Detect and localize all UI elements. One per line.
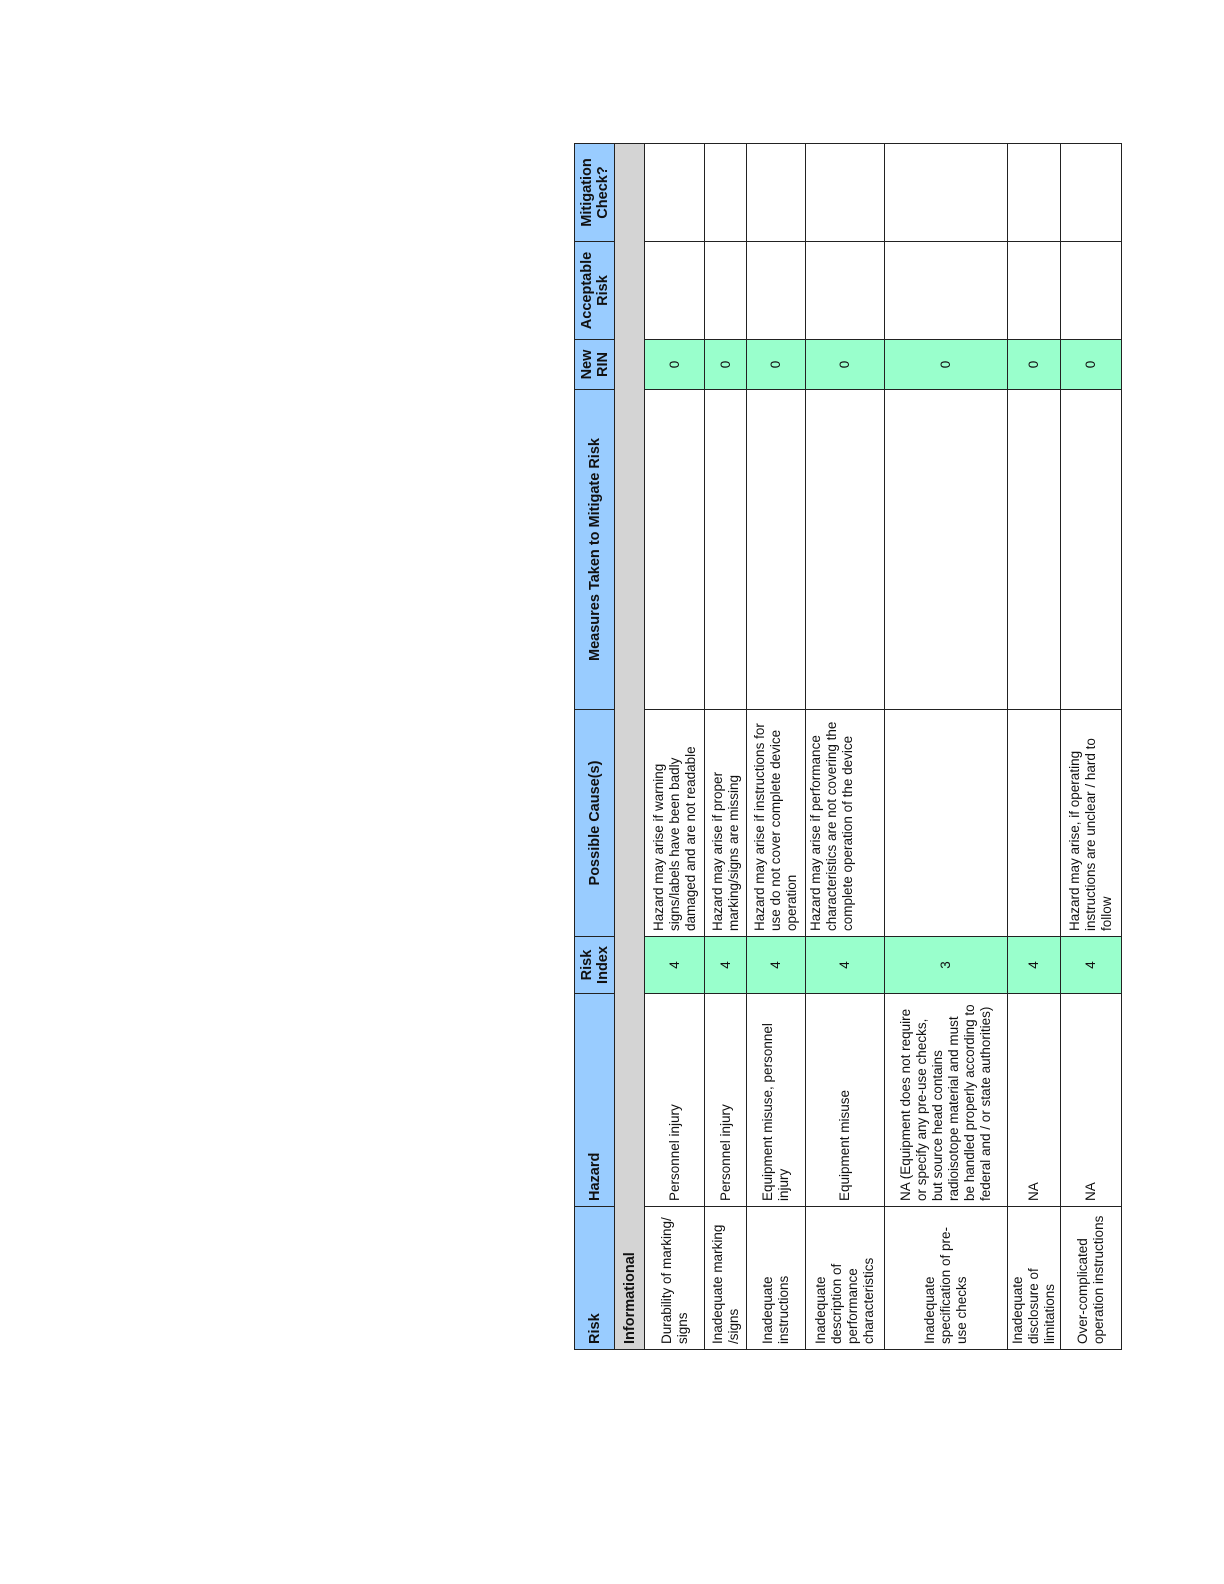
table-row (1061, 144, 1122, 1350)
section-row (615, 144, 645, 1350)
cell-acceptable-risk (806, 242, 885, 340)
cell-new-rin: 0 (705, 340, 747, 390)
table-row (747, 144, 806, 1350)
cell-hazard: Personnel injury (645, 994, 705, 1207)
cell-measures (885, 390, 1008, 710)
cell-hazard: NA (1008, 994, 1061, 1207)
rotated-page (574, 144, 1114, 1350)
cell-mitigation-check (1061, 144, 1122, 242)
header-new-rin: New RIN (575, 340, 615, 390)
cell-measures (645, 390, 705, 710)
cell-risk-index: 4 (747, 937, 806, 994)
cell-risk-index: 3 (885, 937, 1008, 994)
cell-hazard: Personnel injury (705, 994, 747, 1207)
header-acceptable-risk: Acceptable Risk (575, 242, 615, 340)
header-risk-index: Risk Index (575, 937, 615, 994)
cell-risk: Inadequate specification of pre-use checks (885, 1207, 1008, 1350)
cell-acceptable-risk (1061, 242, 1122, 340)
cell-cause: Hazard may arise if performance characteristics are not covering the complete operation of the device (806, 710, 885, 937)
cell-measures (806, 390, 885, 710)
cell-mitigation-check (885, 144, 1008, 242)
cell-new-rin: 0 (806, 340, 885, 390)
cell-measures (1008, 390, 1061, 710)
cell-acceptable-risk (705, 242, 747, 340)
cell-risk-index: 4 (806, 937, 885, 994)
cell-risk-index: 4 (1008, 937, 1061, 994)
cell-new-rin: 0 (1061, 340, 1122, 390)
cell-risk-index: 4 (705, 937, 747, 994)
cell-new-rin: 0 (645, 340, 705, 390)
header-measures: Measures Taken to Mitigate Risk (575, 390, 615, 710)
cell-risk: Inadequate instructions (747, 1207, 806, 1350)
cell-mitigation-check (747, 144, 806, 242)
cell-risk: Over-complicated operation instructions (1061, 1207, 1122, 1350)
cell-cause: Hazard may arise if instructions for use do not cover complete device operation (747, 710, 806, 937)
cell-risk: Inadequate disclosure of limitations (1008, 1207, 1061, 1350)
header-hazard: Hazard (575, 994, 615, 1207)
cell-hazard: NA (Equipment does not require or specify any pre-use checks, but source head contains radioisotope material and must be handled properly according to federal and / or state authorities) (885, 994, 1008, 1207)
cell-risk: Inadequate marking /signs (705, 1207, 747, 1350)
cell-cause: Hazard may arise if warning signs/labels have been badly damaged and are not readable (645, 710, 705, 937)
cell-mitigation-check (1008, 144, 1061, 242)
table-row (885, 144, 1008, 1350)
header-risk: Risk (575, 1207, 615, 1350)
cell-mitigation-check (645, 144, 705, 242)
cell-cause (1008, 710, 1061, 937)
cell-new-rin: 0 (885, 340, 1008, 390)
cell-acceptable-risk (747, 242, 806, 340)
cell-cause: Hazard may arise, if operating instructions are unclear / hard to follow (1061, 710, 1122, 937)
header-possible-causes: Possible Cause(s) (575, 710, 615, 937)
cell-hazard: NA (1061, 994, 1122, 1207)
cell-risk-index: 4 (1061, 937, 1122, 994)
cell-measures (705, 390, 747, 710)
section-label: Informational (615, 144, 645, 1350)
cell-measures (1061, 390, 1122, 710)
cell-mitigation-check (705, 144, 747, 242)
cell-hazard: Equipment misuse (806, 994, 885, 1207)
cell-risk: Durability of marking/ signs (645, 1207, 705, 1350)
cell-risk: Inadequate description of performance characteristics (806, 1207, 885, 1350)
cell-cause: Hazard may arise if proper marking/signs are missing (705, 710, 747, 937)
cell-new-rin: 0 (747, 340, 806, 390)
cell-cause (885, 710, 1008, 937)
cell-mitigation-check (806, 144, 885, 242)
cell-risk-index: 4 (645, 937, 705, 994)
header-row (575, 144, 615, 1350)
header-mitigation-check: Mitigation Check? (575, 144, 615, 242)
cell-acceptable-risk (645, 242, 705, 340)
table-row (705, 144, 747, 1350)
risk-table (574, 143, 1122, 1350)
table-row (1008, 144, 1061, 1350)
cell-new-rin: 0 (1008, 340, 1061, 390)
table-row (645, 144, 705, 1350)
cell-hazard: Equipment misuse, personnel injury (747, 994, 806, 1207)
cell-measures (747, 390, 806, 710)
cell-acceptable-risk (1008, 242, 1061, 340)
cell-acceptable-risk (885, 242, 1008, 340)
table-row (806, 144, 885, 1350)
